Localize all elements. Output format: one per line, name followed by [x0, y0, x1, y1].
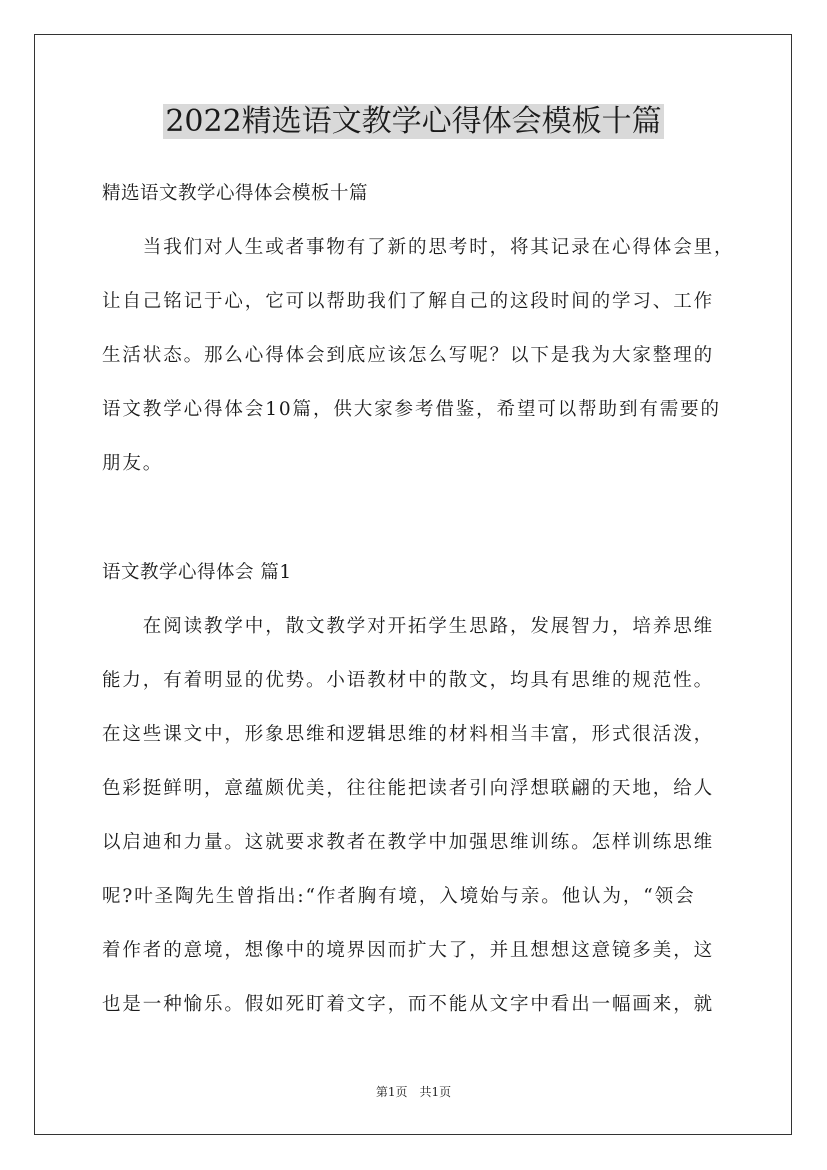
section-line-2: 能力，有着明显的优势。小语教材中的散文，均具有思维的规范性。	[102, 670, 715, 691]
section-heading: 语文教学心得体会 篇1	[102, 562, 292, 583]
intro-line-2: 让自己铭记于心，它可以帮助我们了解自己的这段时间的学习、工作	[102, 291, 715, 312]
intro-line-4: 语文教学心得体会10篇，供大家参考借鉴，希望可以帮助到有需要的	[102, 399, 721, 420]
section-line-7: 着作者的意境，想像中的境界因而扩大了，并且想想这意镜多美，这	[102, 940, 715, 961]
intro-line-3: 生活状态。那么心得体会到底应该怎么写呢？以下是我为大家整理的	[102, 345, 715, 366]
document-title-text: 2022精选语文教学心得体会模板十篇	[165, 104, 662, 139]
document-subtitle: 精选语文教学心得体会模板十篇	[102, 183, 369, 204]
intro-line-1: 当我们对人生或者事物有了新的思考时，将其记录在心得体会里，	[102, 237, 735, 258]
section-line-8: 也是一种愉乐。假如死盯着文字，而不能从文字中看出一幅画来，就	[102, 994, 715, 1015]
section-line-1: 在阅读教学中，散文教学对开拓学生思路，发展智力，培养思维	[102, 616, 715, 637]
page-footer: 第1页 共1页	[375, 1085, 452, 1099]
section-line-6: 呢?叶圣陶先生曾指出:“作者胸有境，入境始与亲。他认为，“领会	[102, 886, 696, 907]
document-title	[0, 100, 827, 144]
section-line-5: 以启迪和力量。这就要求教者在教学中加强思维训练。怎样训练思维	[102, 832, 715, 853]
section-line-3: 在这些课文中，形象思维和逻辑思维的材料相当丰富，形式很活泼，	[102, 724, 715, 745]
intro-line-5: 朋友。	[102, 453, 164, 474]
section-line-4: 色彩挺鲜明，意蕴颇优美，往往能把读者引向浮想联翩的天地，给人	[102, 778, 715, 799]
